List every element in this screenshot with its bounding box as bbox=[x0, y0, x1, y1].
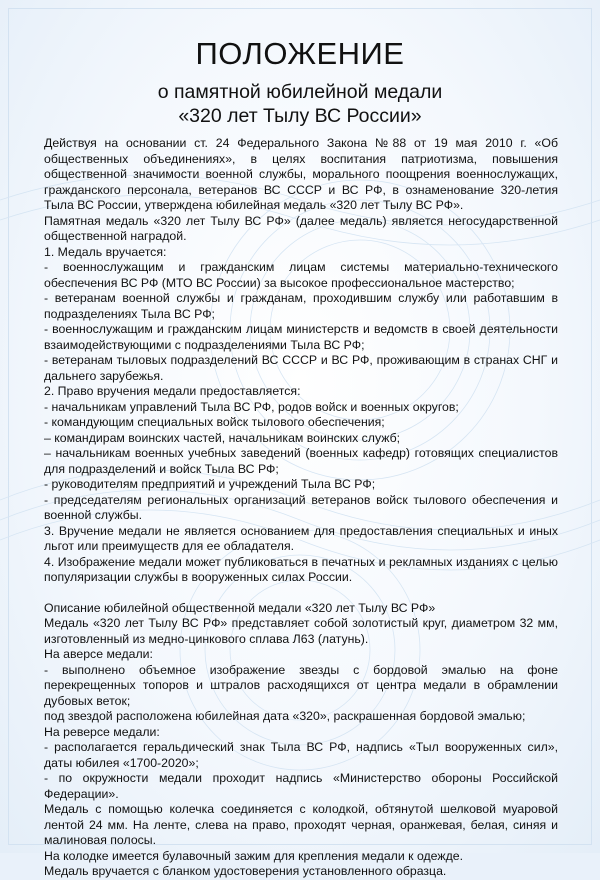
clasp-paragraph: На колодке имеется булавочный зажим для крепления медали к одежде. bbox=[44, 848, 464, 863]
document-subtitle bbox=[0, 80, 600, 128]
certificate-paragraph: Медаль вручается с бланком удостоверения установленного образца. bbox=[44, 864, 447, 878]
obverse-heading: На аверсе медали: bbox=[44, 647, 153, 661]
reverse-item: - располагается геральдический знак Тыла ВС РФ, надпись «Тыл вооруженных сил», даты юбилея «1700-2020»; bbox=[44, 740, 558, 770]
subtitle-line-1: о памятной юбилейной медали bbox=[157, 81, 443, 103]
section-4-paragraph: 4. Изображение медали может публиковаться в печатных и рекламных изданиях с целью популяризации службы в вооруженных силах России. bbox=[44, 554, 558, 584]
section-1-item: - военнослужащим и гражданским лицам министерств и ведомств в своей деятельности взаимодействующими с подразделениями Тыла ВС РФ; bbox=[44, 322, 558, 352]
section-1-item: - ветеранам военной службы и гражданам, проходившим службу или работавшим в подразделениях Тыла ВС РФ; bbox=[44, 291, 558, 321]
section-2-heading: 2. Право вручения медали предоставляется: bbox=[44, 384, 301, 398]
ribbon-paragraph: Медаль с помощью колечка соединяется с колодкой, обтянутой шелковой муаровой лентой 24 мм. На ленте, слева на право, проходят черная, оранжевая, белая, синяя и малиновая полосы. bbox=[44, 802, 558, 847]
section-2-item: - командующим специальных войск тылового обеспечения; bbox=[44, 415, 385, 429]
intro-paragraph: Действуя на основании ст. 24 Федерального Закона №88 от 19 мая 2010 г. «Об общественных объединениях», в целях воспитания патриотизма, повышения общественной значимости военной службы, морального поощрения военнослужащих, гражданского персонала, ветеранов ВС СССР и ВС РФ, в ознаменование 320-летия Тыла ВС России, утверждена юбилейная медаль «320 лет Тылу ВС РФ». bbox=[44, 136, 558, 212]
section-1-heading: 1. Медаль вручается: bbox=[44, 244, 167, 259]
status-paragraph: Памятная медаль «320 лет Тылу ВС РФ» (далее медаль) является негосударственной общественной наградой. bbox=[44, 213, 558, 243]
reverse-item: - по окружности медали проходит надпись «Министерство обороны Российской Федерации». bbox=[44, 771, 558, 801]
section-2-item: – командирам воинских частей, начальникам воинских служб; bbox=[44, 430, 401, 445]
description-heading: Описание юбилейной общественной медали «320 лет Тылу ВС РФ» bbox=[44, 600, 436, 615]
section-spacer bbox=[44, 586, 558, 601]
section-3-paragraph: 3. Вручение медали не является основанием для предоставления специальных и иных льгот или преимуществ для ее обладателя. bbox=[44, 523, 558, 553]
document-body bbox=[44, 136, 558, 880]
subtitle-line-2: «320 лет Тылу ВС России» bbox=[178, 105, 422, 127]
section-1-item: - военнослужащим и гражданским лицам системы материально-технического обеспечения ВС РФ (МТО ВС России) за высокое профессиональное мастерство; bbox=[44, 260, 558, 290]
section-1-item: - ветеранам тыловых подразделений ВС СССР и ВС РФ, проживающим в странах СНГ и дальнего зарубежья. bbox=[44, 353, 558, 383]
section-2-item: - председателям региональных организаций ветеранов войск тылового обеспечения и военной службы. bbox=[44, 492, 558, 522]
description-main: Медаль «320 лет Тылу ВС РФ» представляет собой золотистый круг, диаметром 32 мм, изготовленный из медно-цинкового сплава Л63 (латунь). bbox=[44, 616, 558, 646]
obverse-item: - выполнено объемное изображение звезды с бордовой эмалью на фоне перекрещенных топоров и штралов расходящихся от центра медали в обрамлении дубовых веток; bbox=[44, 662, 558, 708]
reverse-heading: На реверсе медали: bbox=[44, 724, 160, 739]
section-2-item: - руководителям предприятий и учреждений Тыла ВС РФ; bbox=[44, 477, 376, 491]
section-2-item: - начальникам управлений Тыла ВС РФ, родов войск и военных округов; bbox=[44, 399, 459, 414]
document-title: ПОЛОЖЕНИЕ bbox=[195, 36, 405, 71]
section-2-item: – начальникам военных учебных заведений (военных кафедр) готовящих специалистов для подразделений и войск Тыла ВС РФ; bbox=[44, 446, 558, 476]
obverse-item: под звездой расположена юбилейная дата «320», раскрашенная бордовой эмалью; bbox=[44, 709, 526, 723]
